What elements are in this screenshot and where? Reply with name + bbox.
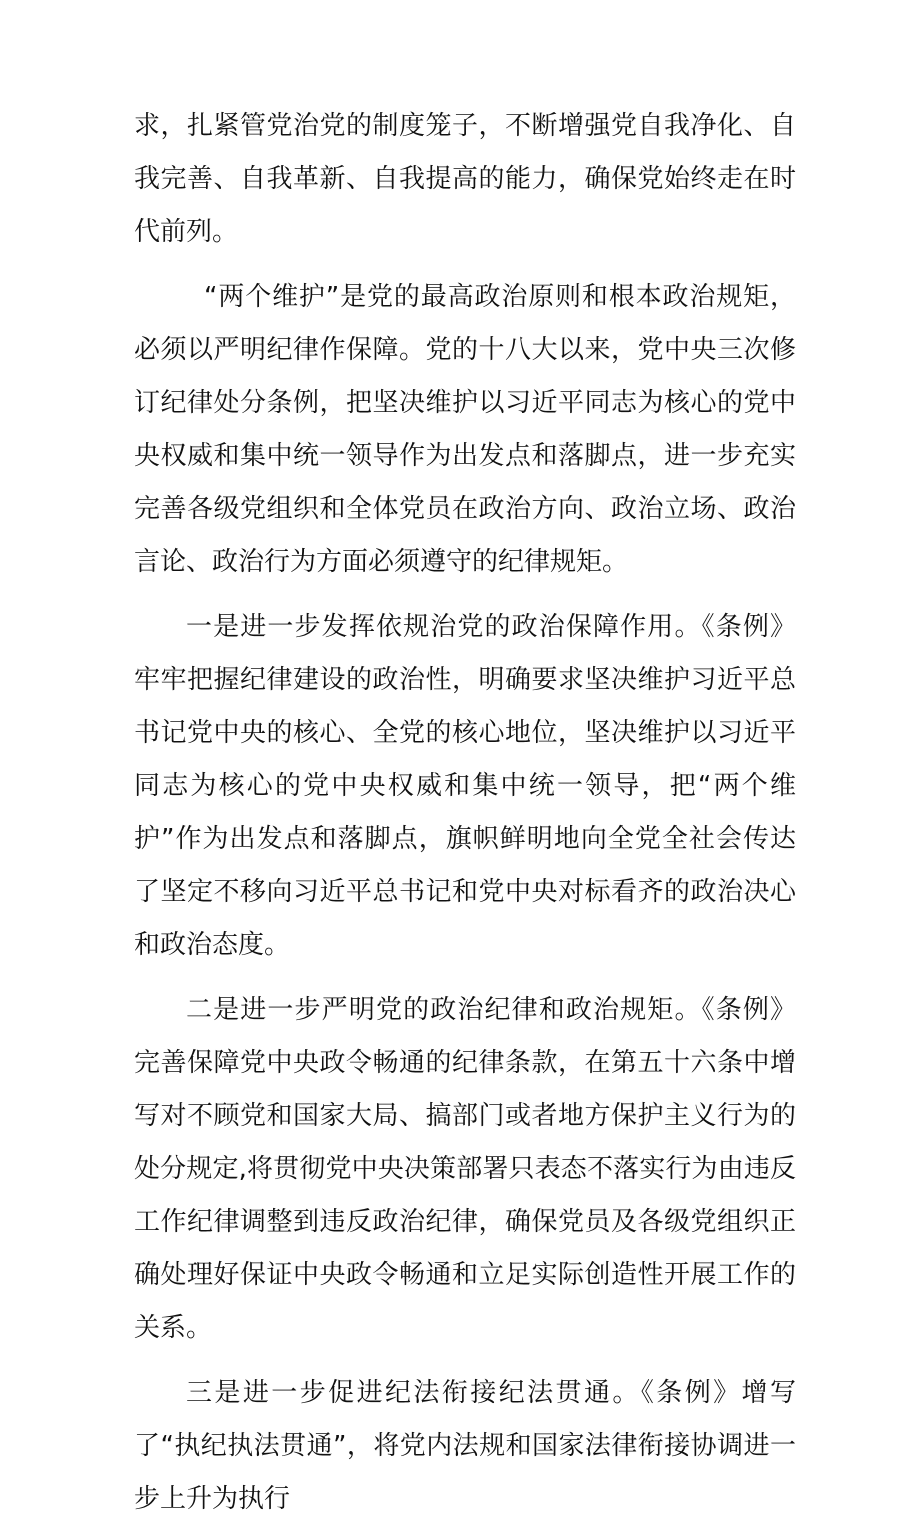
- paragraph-continuation: 求，扎紧管党治党的制度笼子，不断增强党自我净化、自我完善、自我革新、自我提高的能力，确保党始终走在时代前列。: [134, 111, 796, 247]
- paragraph-point-three: 三是进一步促进纪法衔接纪法贯通。《条例》增写了“执纪执法贯通”，将党内法规和国家法律衔接协调进一步上升为执行: [134, 1378, 796, 1514]
- paragraph-two-safeguards: “两个维护”是党的最高政治原则和根本政治规矩，必须以严明纪律作保障。党的十八大以来，党中央三次修订纪律处分条例，把坚决维护以习近平同志为核心的党中央权威和集中统一领导作为出发点和落脚点，进一步充实完善各级党组织和全体党员在政治方向、政治立场、政治言论、政治行为方面必须遵守的纪律规矩。: [134, 282, 796, 577]
- paragraph-point-one: 一是进一步发挥依规治党的政治保障作用。《条例》牢牢把握纪律建设的政治性，明确要求坚决维护习近平总书记党中央的核心、全党的核心地位，坚决维护以习近平同志为核心的党中央权威和集中统一领导，把“两个维护”作为出发点和落脚点，旗帜鲜明地向全党全社会传达了坚定不移向习近平总书记和党中央对标看齐的政治决心和政治态度。: [134, 612, 796, 960]
- paragraph-point-two: 二是进一步严明党的政治纪律和政治规矩。《条例》完善保障党中央政令畅通的纪律条款，在第五十六条中增写对不顾党和国家大局、搞部门或者地方保护主义行为的处分规定,将贯彻党中央决策部署只表态不落实行为由违反工作纪律调整到违反政治纪律，确保党员及各级党组织正确处理好保证中央政令畅通和立足实际创造性开展工作的关系。: [134, 995, 796, 1343]
- document-body: [134, 100, 796, 1538]
